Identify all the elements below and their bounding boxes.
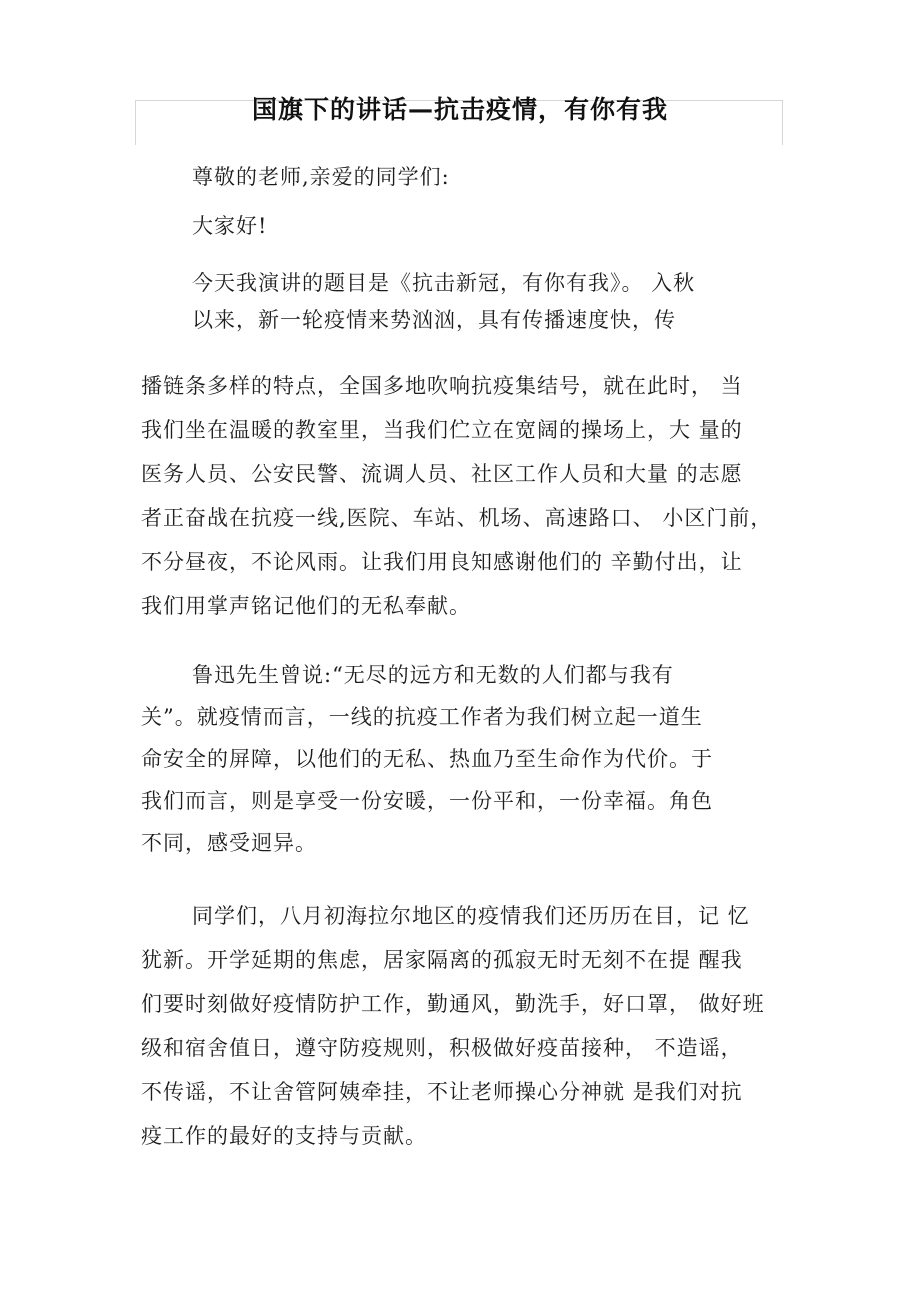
paragraph-4-line-6: 疫工作的最好的支持与贡献。 xyxy=(141,1124,427,1148)
paragraph-2-line-6: 我们用掌声铭记他们的无私奉献。 xyxy=(141,594,471,618)
paragraph-4-line-2: 犹新。开学延期的焦虑，居家隔离的孤寂无时无刻不在提 醒我 xyxy=(141,948,743,972)
paragraph-3-line-1: 鲁迅先生曾说:“无尽的远方和无数的人们都与我有 xyxy=(192,663,674,687)
paragraph-4-line-1: 同学们，八月初海拉尔地区的疫情我们还历历在目，记 忆 xyxy=(192,904,750,928)
paragraph-2-line-5: 不分昼夜，不论风雨。让我们用良知感谢他们的 辛勤付出，让 xyxy=(141,550,743,574)
paragraph-3-line-4: 我们而言，则是享受一份安暖，一份平和，一份幸福。角色 xyxy=(141,789,713,813)
document-title: 国旗下的讲话—抗击疫情，有你有我 xyxy=(251,95,668,124)
paragraph-2-line-3: 医务人员、公安民警、流调人员、社区工作人员和大量 的志愿 xyxy=(141,462,743,486)
paragraph-2-line-2: 我们坐在温暖的教室里，当我们伫立在宽阔的操场上，大 量的 xyxy=(141,418,743,442)
paragraph-3-line-3: 命安全的屏障，以他们的无私、热血乃至生命作为代价。于 xyxy=(141,747,713,771)
paragraph-1-line-2: 以来，新一轮疫情来势汹汹，具有传播速度快，传 xyxy=(192,308,676,332)
paragraph-3-line-5: 不同，感受迥异。 xyxy=(141,831,317,855)
greeting-line: 大家好! xyxy=(192,214,268,238)
paragraph-2-line-4: 者正奋战在抗疫一线,医院、车站、机场、高速路口、 小区门前， xyxy=(141,506,773,530)
paragraph-4-line-3: 们要时刻做好疫情防护工作，勤通风，勤洗手，好口罩， 做好班 xyxy=(141,992,765,1016)
paragraph-1-line-1: 今天我演讲的题目是《抗击新冠，有你有我》。 入秋 xyxy=(192,271,696,295)
paragraph-2-line-1: 播链条多样的特点，全国多地吹响抗疫集结号，就在此时， 当 xyxy=(141,374,743,398)
paragraph-4-line-4: 级和宿舍值日，遵守防疫规则，积极做好疫苗接种， 不造谣， xyxy=(141,1036,743,1060)
paragraph-3-line-2: 关”。就疫情而言，一线的抗疫工作者为我们树立起一道生 xyxy=(141,705,703,729)
paragraph-4-line-5: 不传谣，不让舍管阿姨牵挂，不让老师操心分神就 是我们对抗 xyxy=(141,1080,743,1104)
salutation-line: 尊敬的老师,亲爱的同学们: xyxy=(192,165,450,189)
